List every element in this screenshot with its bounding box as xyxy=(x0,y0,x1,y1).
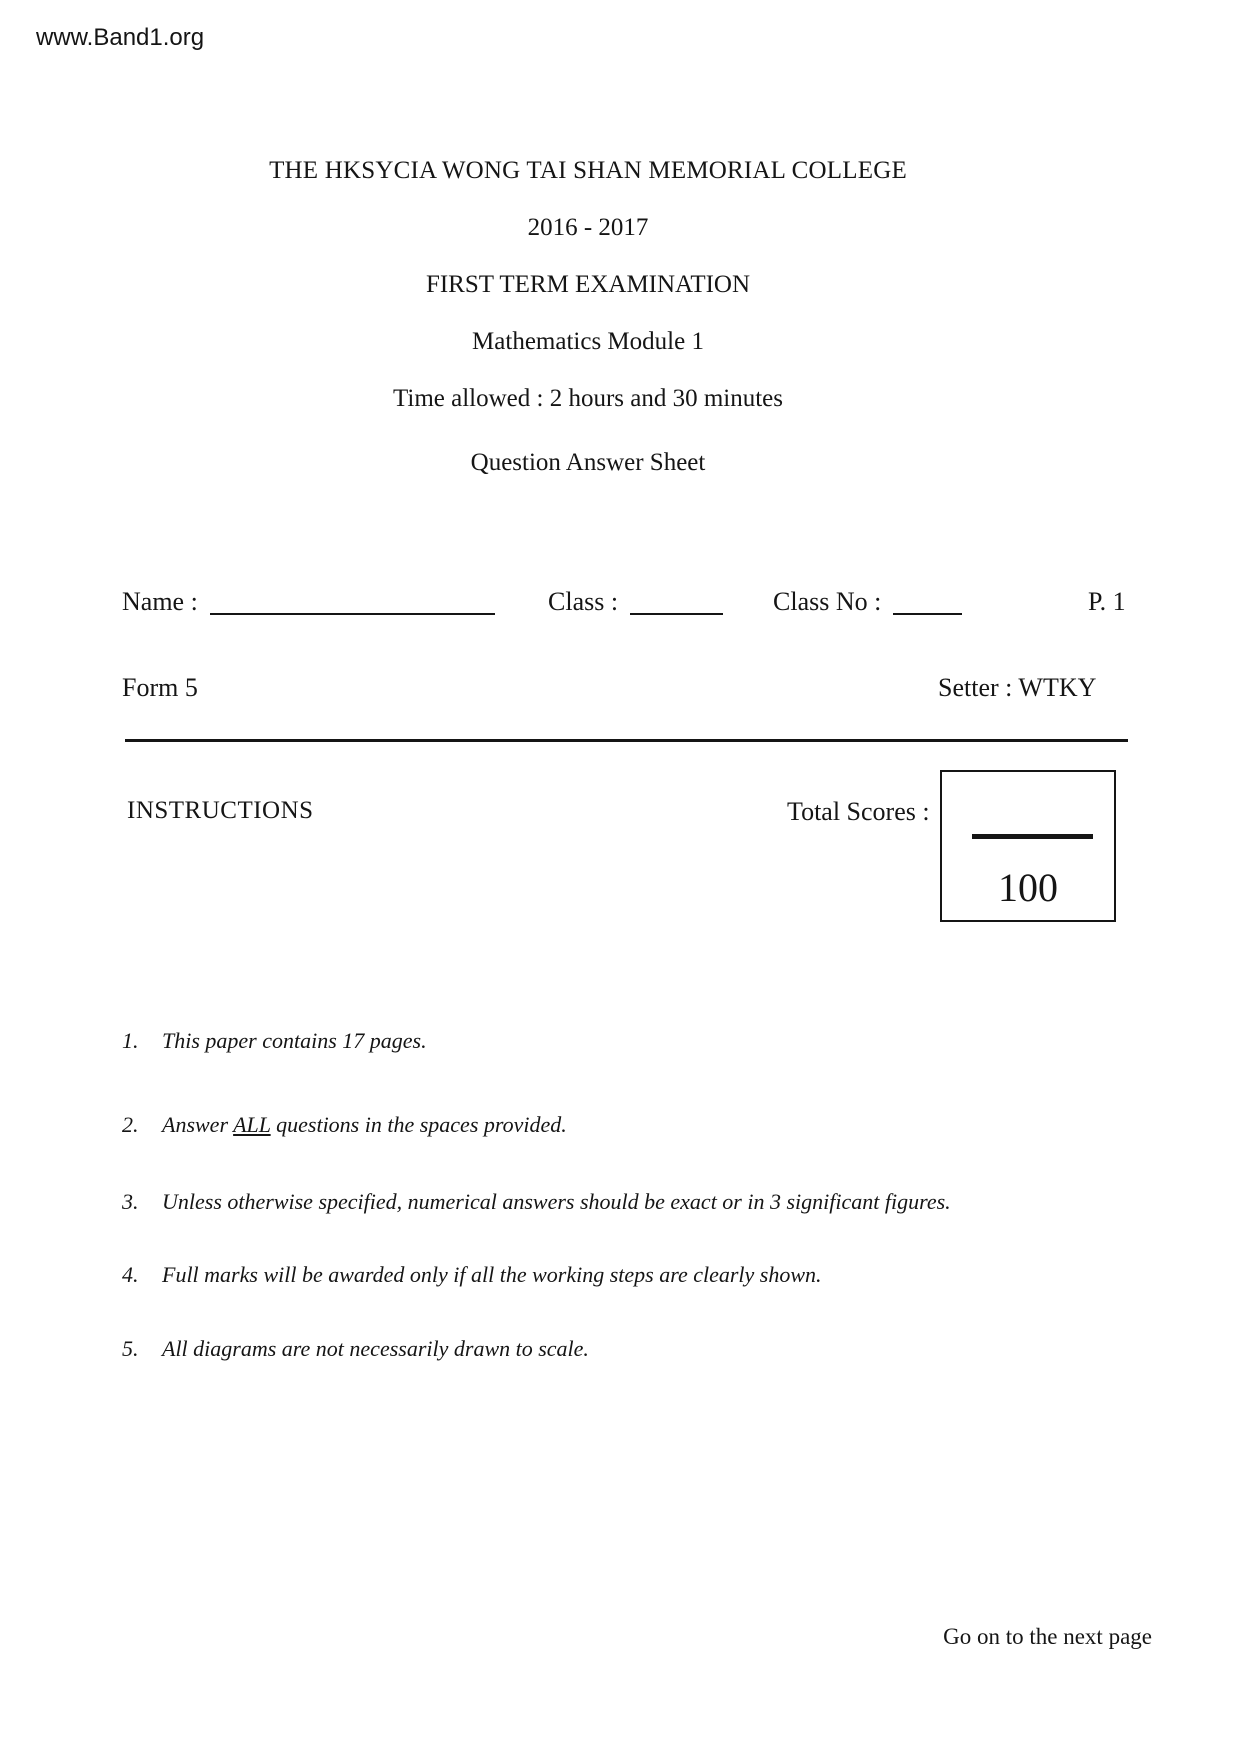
instructions-heading: INSTRUCTIONS xyxy=(127,797,314,824)
name-label: Name : xyxy=(122,587,198,616)
class-no-blank-line xyxy=(893,613,962,615)
instruction-text: Answer ALL questions in the spaces provided. xyxy=(162,1112,567,1137)
instruction-number: 5. xyxy=(122,1336,139,1361)
footer-text: Go on to the next page xyxy=(943,1624,1152,1649)
total-score-value: 100 xyxy=(998,865,1058,910)
exam-title: FIRST TERM EXAMINATION xyxy=(425,271,751,298)
instruction-text: Full marks will be awarded only if all the working steps are clearly shown. xyxy=(162,1262,822,1287)
instruction-text: Unless otherwise specified, numerical answers should be exact or in 3 significant figures. xyxy=(162,1189,951,1214)
name-blank-line xyxy=(210,613,495,615)
instruction-number: 3. xyxy=(122,1189,139,1214)
school-name: THE HKSYCIA WONG TAI SHAN MEMORIAL COLLEGE xyxy=(269,157,907,184)
score-box xyxy=(940,770,1116,922)
exam-year: 2016 - 2017 xyxy=(527,214,649,241)
instruction-text: This paper contains 17 pages. xyxy=(162,1028,427,1053)
time-allowed: Time allowed : 2 hours and 30 minutes xyxy=(392,385,784,412)
instruction-number: 2. xyxy=(122,1112,139,1137)
total-scores-label: Total Scores : xyxy=(787,797,930,826)
instruction-number: 1. xyxy=(122,1028,139,1053)
instruction-number: 4. xyxy=(122,1262,139,1287)
page-number: P. 1 xyxy=(1088,587,1126,616)
instruction-text: All diagrams are not necessarily drawn to scale. xyxy=(162,1336,589,1361)
divider-line xyxy=(125,739,1128,742)
class-label: Class : xyxy=(548,587,619,616)
score-divider-line xyxy=(972,834,1093,839)
setter-label: Setter : WTKY xyxy=(938,673,1097,702)
subject-title: Mathematics Module 1 xyxy=(472,328,704,355)
class-blank-line xyxy=(630,613,723,615)
sheet-title: Question Answer Sheet xyxy=(470,449,706,476)
watermark-text: www.Band1.org xyxy=(36,24,205,51)
class-no-label: Class No : xyxy=(773,587,882,616)
form-label: Form 5 xyxy=(122,673,198,702)
